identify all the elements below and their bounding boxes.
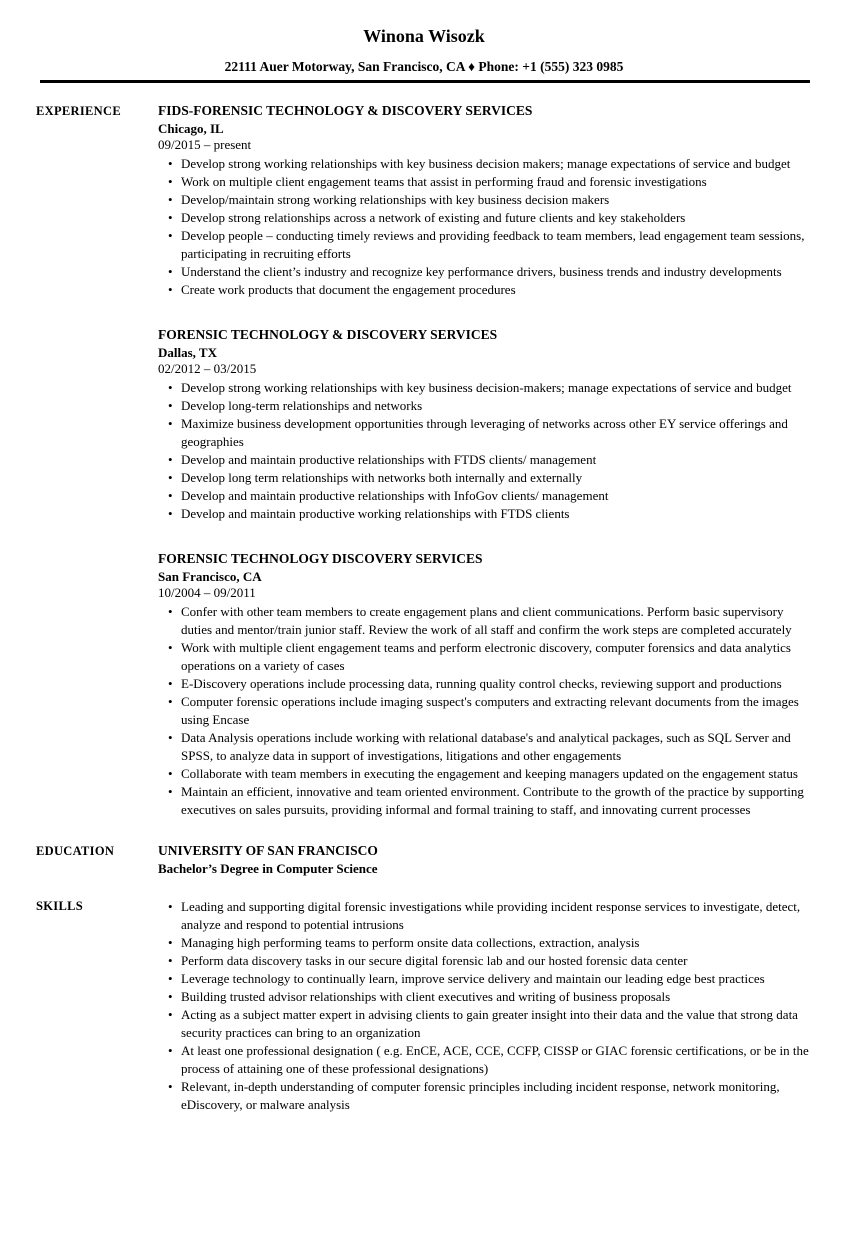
bullet-item: • Leading and supporting digital forensic investigations while providing incident response services to investigate, detect, analyze and respond to potential intrusions [181,898,812,934]
resume-header [36,26,812,83]
section-label-skills: SKILLS [36,899,83,913]
bullet-item: • Collaborate with team members in executing the engagement and keeping managers updated on the engagement status [181,765,812,783]
bullet-item: • Building trusted advisor relationships with client executives and writing of business proposals [181,988,812,1006]
contact-line: 22111 Auer Motorway, San Francisco, CA ♦ Phone: +1 (555) 323 0985 [224,59,624,74]
bullet-item: • Work on multiple client engagement teams that assist in performing fraud and forensic investigations [181,173,812,191]
education-school: UNIVERSITY OF SAN FRANCISCO [158,843,378,858]
job-title: FORENSIC TECHNOLOGY DISCOVERY SERVICES [158,551,483,566]
job-bullet-list [158,155,812,299]
job-entry [158,549,812,819]
job-dates: 02/2012 – 03/2015 [158,361,257,376]
bullet-item: • Develop long-term relationships and networks [181,397,812,415]
bullet-item: • Develop strong relationships across a network of existing and future clients and key stakeholders [181,209,812,227]
section-skills [36,896,812,1114]
experience-content [158,101,812,819]
bullet-item: • Confer with other team members to create engagement plans and client communications. Perform basic supervisory duties and mentor/train junior staff. Review the work of all staff and confirm the work steps are completed accurately [181,603,812,639]
job-bullet-list [158,379,812,523]
section-education [36,841,812,878]
skills-bullet-list [158,898,812,1114]
bullet-item: • Develop and maintain productive relationships with FTDS clients/ management [181,451,812,469]
bullet-item: • Maximize business development opportunities through leveraging of networks across other EY service offerings and geographies [181,415,812,451]
job-title: FORENSIC TECHNOLOGY & DISCOVERY SERVICES [158,327,498,342]
bullet-item: • Develop people – conducting timely reviews and providing feedback to team members, lead engagement team sessions, participating in recruiting efforts [181,227,812,263]
job-entry [158,325,812,523]
skills-content [158,896,812,1114]
bullet-item: • Perform data discovery tasks in our secure digital forensic lab and our hosted forensic data center [181,952,812,970]
header-divider [40,80,810,83]
bullet-item: • Develop strong working relationships with key business decision-makers; manage expectations of service and budget [181,379,812,397]
education-content [158,841,812,878]
job-entry [158,101,812,299]
bullet-item: • Develop long term relationships with networks both internally and externally [181,469,812,487]
bullet-item: • Develop and maintain productive relationships with InfoGov clients/ management [181,487,812,505]
section-experience [36,101,812,819]
bullet-item: • Maintain an efficient, innovative and team oriented environment. Contribute to the growth of the practice by supporting executives on sales pursuits, providing informal and formal training to staff, and innovating current processes [181,783,812,819]
bullet-item: • Computer forensic operations include imaging suspect's computers and extracting relevant documents from the images using Encase [181,693,812,729]
bullet-item: • Develop strong working relationships with key business decision makers; manage expectations of service and budget [181,155,812,173]
bullet-item: • Understand the client’s industry and recognize key performance drivers, business trends and industry developments [181,263,812,281]
bullet-item: • Create work products that document the engagement procedures [181,281,812,299]
bullet-item: • At least one professional designation ( e.g. EnCE, ACE, CCE, CCFP, CISSP or GIAC forensic certifications, or be in the process of attaining one of these professional designations) [181,1042,812,1078]
bullet-item: • Managing high performing teams to perform onsite data collections, extraction, analysis [181,934,812,952]
bullet-item: • Relevant, in-depth understanding of computer forensic principles including incident response, network monitoring, eDiscovery, or malware analysis [181,1078,812,1114]
bullet-item: • Leverage technology to continually learn, improve service delivery and maintain our leading edge best practices [181,970,812,988]
job-bullet-list [158,603,812,819]
bullet-item: • E-Discovery operations include processing data, running quality control checks, reviewing support and productions [181,675,812,693]
bullet-item: • Acting as a subject matter expert in advising clients to gain greater insight into their data and the value that strong data security practices can bring to an organization [181,1006,812,1042]
job-location: Dallas, TX [158,345,217,360]
bullet-item: • Develop and maintain productive working relationships with FTDS clients [181,505,812,523]
job-dates: 09/2015 – present [158,137,252,152]
bullet-item: • Data Analysis operations include working with relational database's and analytical packages, such as SQL Server and SPSS, to analyze data in support of investigations, litigations and other engagements [181,729,812,765]
job-location: Chicago, IL [158,121,224,136]
education-degree: Bachelor’s Degree in Computer Science [158,861,378,876]
resume-body [36,101,812,1114]
candidate-name: Winona Wisozk [363,26,485,46]
bullet-item: • Work with multiple client engagement teams and perform electronic discovery, computer forensics and data analytics operations on a variety of cases [181,639,812,675]
job-dates: 10/2004 – 09/2011 [158,585,256,600]
bullet-item: • Develop/maintain strong working relationships with key business decision makers [181,191,812,209]
job-title: FIDS-FORENSIC TECHNOLOGY & DISCOVERY SERVICES [158,103,533,118]
job-location: San Francisco, CA [158,569,262,584]
section-label-experience: EXPERIENCE [36,104,121,118]
section-label-education: EDUCATION [36,844,115,858]
